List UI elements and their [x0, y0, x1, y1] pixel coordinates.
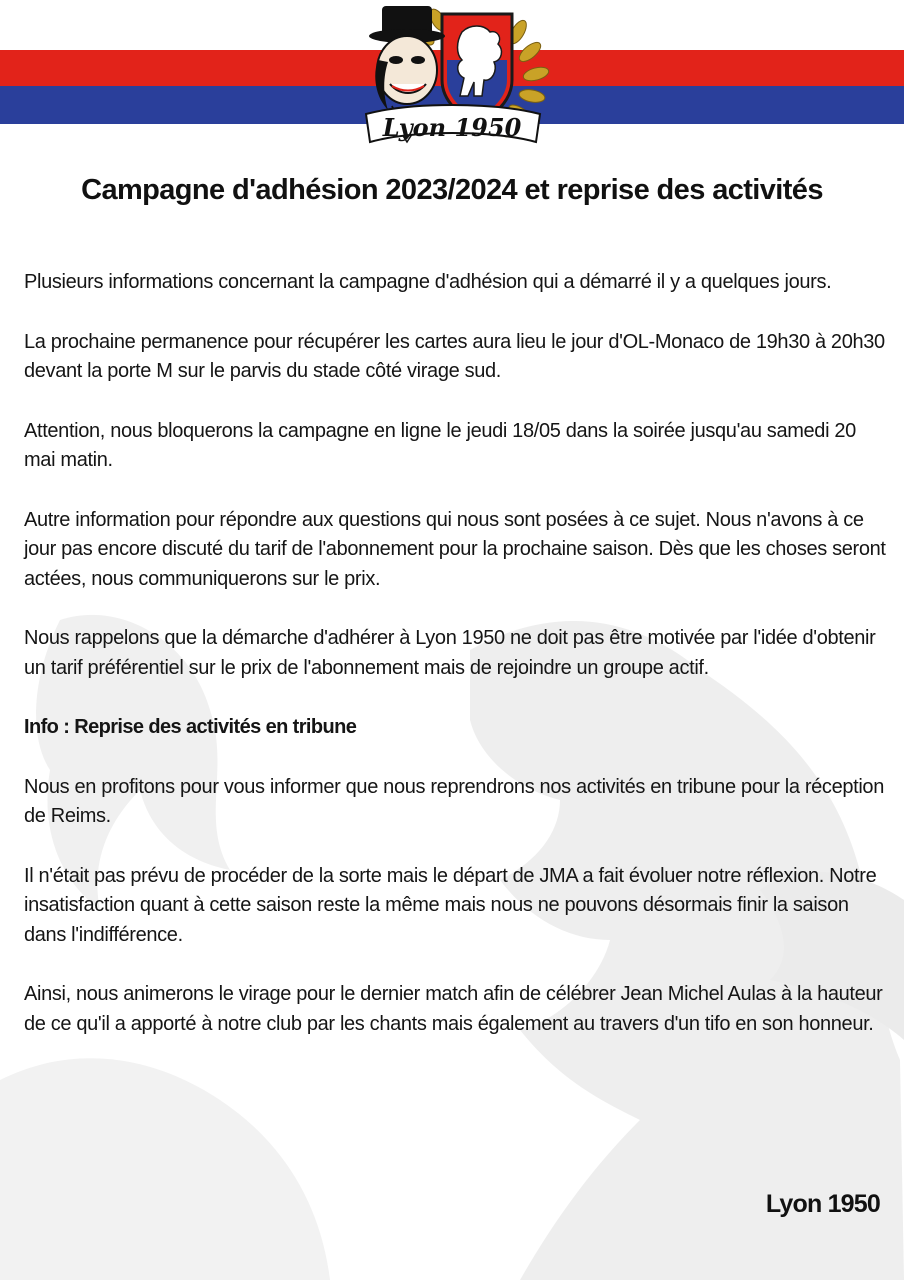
announcement-body [24, 268, 886, 1069]
paragraph-hommage: Ainsi, nous animerons le virage pour le dernier match afin de célébrer Jean Michel Aulas à la hauteur de ce qu'il a apporté à notre club par les chants mais également au travers d'un tifo en son honneur. [24, 983, 883, 1035]
paragraph-reflexion: Il n'était pas prévu de procéder de la sorte mais le départ de JMA a fait évoluer notre réflexion. Notre insatisfaction quant à cette saison reste la même mais nous ne pouvons désormais finir la saison dans l'indifférence. [24, 864, 877, 946]
paragraph-reprise: Nous en profitons pour vous informer que nous reprendrons nos activités en tribune pour la réception de Reims. [24, 775, 884, 827]
svg-text:Lyon 1950: Lyon 1950 [382, 113, 522, 142]
page-title: Campagne d'adhésion 2023/2024 et reprise des activités [81, 174, 823, 206]
lyon-1950-logo [352, 2, 552, 160]
paragraph-rappel: Nous rappelons que la démarche d'adhérer à Lyon 1950 ne doit pas être motivée par l'idée d'obtenir un tarif préférentiel sur le prix de l'abonnement mais de rejoindre un groupe actif. [24, 627, 876, 679]
paragraph-permanence: La prochaine permanence pour récupérer les cartes aura lieu le jour d'OL-Monaco de 19h30 à 20h30 devant la porte M sur le parvis du stade côté virage sud. [24, 330, 885, 382]
paragraph-tarif: Autre information pour répondre aux questions qui nous sont posées à ce sujet. Nous n'avons à ce jour pas encore discuté du tarif de l'abonnement pour la prochaine saison. Dès que les choses seront actées, nous communiquerons sur le prix. [24, 508, 886, 590]
signature: Lyon 1950 [765, 1190, 880, 1218]
paragraph-intro: Plusieurs informations concernant la campagne d'adhésion qui a démarré il y a quelques jours. [24, 271, 832, 293]
section-heading: Info : Reprise des activités en tribune [24, 716, 357, 738]
paragraph-attention: Attention, nous bloquerons la campagne en ligne le jeudi 18/05 dans la soirée jusqu'au samedi 20 mai matin. [24, 419, 856, 471]
